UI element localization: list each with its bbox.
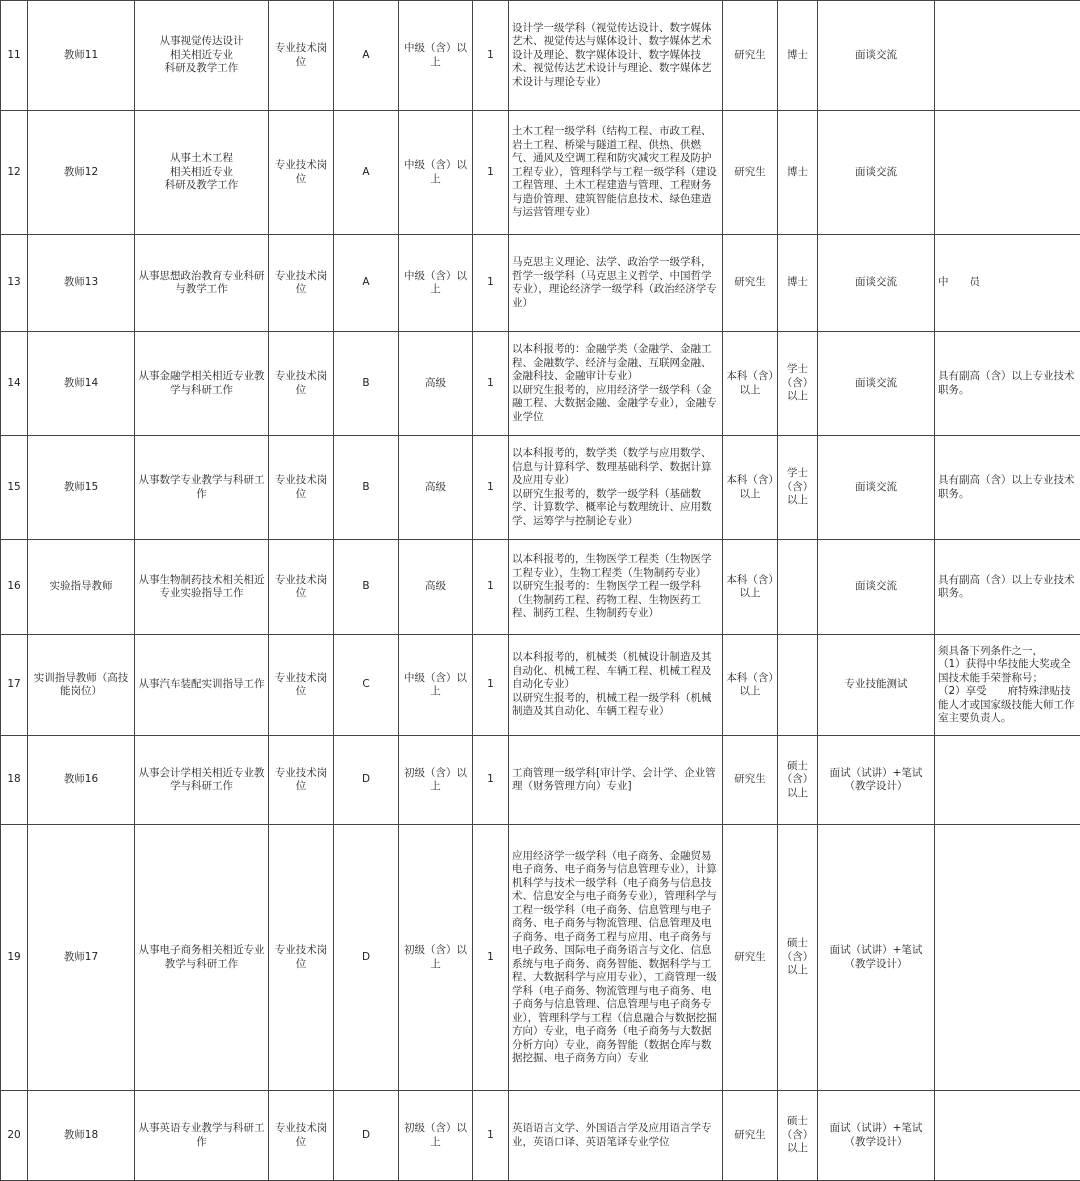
education-requirement-cell: 研究生 [723, 825, 778, 1091]
education-requirement-cell: 本科（含）以上 [723, 540, 778, 635]
position-name-cell: 实验指导教师 [28, 540, 135, 635]
major-requirement-cell: 以本科报考的：金融学类（金融学、金融工程、金融数学、经济与金融、互联网金融、金融科技、金融审计专业） 以研究生报考的，应用经济学一级学科（金融工程、大数据金融、金融学专业），金融专业学位 [509, 332, 723, 436]
title-requirement-cell: 高级 [399, 332, 473, 436]
hiring-count-cell: 1 [473, 111, 509, 235]
position-grade-cell: A [334, 111, 399, 235]
hiring-count-cell: 1 [473, 825, 509, 1091]
position-grade-cell: B [334, 436, 399, 540]
row-number-cell: 18 [1, 736, 28, 825]
hiring-count-cell: 1 [473, 1, 509, 111]
exam-method-cell: 面试（试讲）+笔试（教学设计） [818, 736, 935, 825]
major-requirement-cell: 设计学一级学科（视觉传达设计、数字媒体艺术、视觉传达与媒体设计、数字媒体艺术设计及理论、数字媒体设计、数字媒体技术、视觉传达艺术设计与理论、数字媒体艺术设计与理论专业） [509, 1, 723, 111]
job-duty-cell: 从事英语专业教学与科研工作 [135, 1091, 269, 1181]
position-category-cell: 专业技术岗位 [269, 332, 334, 436]
hiring-count-cell: 1 [473, 332, 509, 436]
position-grade-cell: D [334, 736, 399, 825]
position-grade-cell: D [334, 825, 399, 1091]
education-requirement-cell: 本科（含）以上 [723, 332, 778, 436]
position-name-cell: 教师11 [28, 1, 135, 111]
table-body [1, 1, 1080, 1181]
job-duty-cell: 从事思想政治教育专业科研与教学工作 [135, 235, 269, 332]
row-number-cell: 19 [1, 825, 28, 1091]
other-requirement-cell [935, 736, 1080, 825]
exam-method-cell: 面谈交流 [818, 436, 935, 540]
title-requirement-cell: 中级（含）以上 [399, 635, 473, 736]
education-requirement-cell: 研究生 [723, 1, 778, 111]
position-category-cell: 专业技术岗位 [269, 1, 334, 111]
title-requirement-cell: 高级 [399, 540, 473, 635]
degree-requirement-cell: 硕士（含）以上 [778, 736, 818, 825]
title-requirement-cell: 中级（含）以上 [399, 1, 473, 111]
row-number-cell: 17 [1, 635, 28, 736]
position-category-cell: 专业技术岗位 [269, 635, 334, 736]
degree-requirement-cell: 硕士（含）以上 [778, 825, 818, 1091]
position-grade-cell: C [334, 635, 399, 736]
exam-method-cell: 面谈交流 [818, 235, 935, 332]
other-requirement-cell: 具有副高（含）以上专业技术职务。 [935, 436, 1080, 540]
position-name-cell: 教师15 [28, 436, 135, 540]
title-requirement-cell: 高级 [399, 436, 473, 540]
position-category-cell: 专业技术岗位 [269, 235, 334, 332]
other-requirement-cell [935, 1091, 1080, 1181]
row-number-cell: 14 [1, 332, 28, 436]
degree-requirement-cell [778, 635, 818, 736]
title-requirement-cell: 中级（含）以上 [399, 111, 473, 235]
education-requirement-cell: 研究生 [723, 111, 778, 235]
job-duty-cell: 从事金融学相关相近专业教学与科研工作 [135, 332, 269, 436]
table-row [1, 736, 1080, 825]
major-requirement-cell: 应用经济学一级学科（电子商务、金融贸易电子商务、电子商务与信息管理专业），计算机科学与技术一级学科（电子商务与信息技术、信息安全与电子商务专业），管理科学与工程一级学科（电子商务、信息管理与电子商务、电子商务与物流管理、信息管理及电子商务、电子商务工程与应用、电子商务与电子政务、国际电子商务语言与文化、信息系统与电子商务、商务智能、数据科学与工程、大数据科学与应用专业），工商管理一级学科（电子商务、物流管理与电子商务、电子商务与信息管理、信息管理与电子商务专业），管理科学与工程（信息融合与数据挖掘方向）专业，电子商务（电子商务与大数据分析方向）专业，商务智能（数据仓库与数据挖掘、电子商务方向）专业 [509, 825, 723, 1091]
position-name-cell: 教师14 [28, 332, 135, 436]
position-name-cell: 教师18 [28, 1091, 135, 1181]
degree-requirement-cell: 学士（含）以上 [778, 332, 818, 436]
title-requirement-cell: 中级（含）以上 [399, 235, 473, 332]
hiring-count-cell: 1 [473, 540, 509, 635]
other-requirement-cell: 具有副高（含）以上专业技术职务。 [935, 540, 1080, 635]
position-name-cell: 教师13 [28, 235, 135, 332]
exam-method-cell: 面试（试讲）+笔试（教学设计） [818, 1091, 935, 1181]
major-requirement-cell: 马克思主义理论、法学、政治学一级学科，哲学一级学科（马克思主义哲学、中国哲学专业），理论经济学一级学科（政治经济学专业） [509, 235, 723, 332]
position-category-cell: 专业技术岗位 [269, 111, 334, 235]
other-requirement-cell: 须具备下列条件之一， （1）获得中华技能大奖或全国技术能手荣誉称号； （2）享受 府特殊津贴技能人才或国家级技能大师工作室主要负责人。 [935, 635, 1080, 736]
education-requirement-cell: 本科（含）以上 [723, 436, 778, 540]
position-name-cell: 教师16 [28, 736, 135, 825]
exam-method-cell: 面谈交流 [818, 111, 935, 235]
position-category-cell: 专业技术岗位 [269, 825, 334, 1091]
title-requirement-cell: 初级（含）以上 [399, 825, 473, 1091]
table-row [1, 332, 1080, 436]
major-requirement-cell: 工商管理一级学科[审计学、会计学、企业管理（财务管理方向）专业] [509, 736, 723, 825]
table-row [1, 111, 1080, 235]
row-number-cell: 12 [1, 111, 28, 235]
degree-requirement-cell: 学士（含）以上 [778, 436, 818, 540]
major-requirement-cell: 土木工程一级学科（结构工程、市政工程、岩土工程、桥梁与隧道工程、供热、供燃气、通风及空调工程和防灾减灾工程及防护工程专业），管理科学与工程一级学科（建设工程管理、土木工程建造与管理、工程财务与造价管理、建筑智能信息技术、绿色建造与运营管理专业） [509, 111, 723, 235]
table-row [1, 235, 1080, 332]
job-duty-cell: 从事生物制药技术相关相近专业实验指导工作 [135, 540, 269, 635]
other-requirement-cell: 中 员 [935, 235, 1080, 332]
job-duty-cell: 从事土木工程 相关相近专业 科研及教学工作 [135, 111, 269, 235]
table-row [1, 1091, 1080, 1181]
position-grade-cell: A [334, 235, 399, 332]
degree-requirement-cell: 博士 [778, 235, 818, 332]
education-requirement-cell: 研究生 [723, 1091, 778, 1181]
row-number-cell: 11 [1, 1, 28, 111]
table-row [1, 635, 1080, 736]
position-grade-cell: D [334, 1091, 399, 1181]
exam-method-cell: 面谈交流 [818, 332, 935, 436]
row-number-cell: 20 [1, 1091, 28, 1181]
job-duty-cell: 从事电子商务相关相近专业教学与科研工作 [135, 825, 269, 1091]
position-name-cell: 实训指导教师（高技能岗位） [28, 635, 135, 736]
job-duty-cell: 从事会计学相关相近专业教学与科研工作 [135, 736, 269, 825]
exam-method-cell: 面试（试讲）+笔试（教学设计） [818, 825, 935, 1091]
major-requirement-cell: 以本科报考的，机械类（机械设计制造及其自动化、机械工程、车辆工程、机械工程及自动化专业） 以研究生报考的，机械工程一级学科（机械制造及其自动化、车辆工程专业） [509, 635, 723, 736]
major-requirement-cell: 以本科报考的，数学类（数学与应用数学、信息与计算科学、数理基础科学、数据计算及应用专业） 以研究生报考的，数学一级学科（基础数学、计算数学、概率论与数理统计、应用数学、运筹学与控制论专业） [509, 436, 723, 540]
hiring-count-cell: 1 [473, 635, 509, 736]
job-duty-cell: 从事汽车装配实训指导工作 [135, 635, 269, 736]
education-requirement-cell: 研究生 [723, 736, 778, 825]
table-row [1, 540, 1080, 635]
job-duty-cell: 从事视觉传达设计 相关相近专业 科研及教学工作 [135, 1, 269, 111]
row-number-cell: 15 [1, 436, 28, 540]
degree-requirement-cell [778, 540, 818, 635]
job-duty-cell: 从事数学专业教学与科研工作 [135, 436, 269, 540]
row-number-cell: 13 [1, 235, 28, 332]
position-name-cell: 教师17 [28, 825, 135, 1091]
position-grade-cell: B [334, 540, 399, 635]
exam-method-cell: 专业技能测试 [818, 635, 935, 736]
position-category-cell: 专业技术岗位 [269, 736, 334, 825]
position-category-cell: 专业技术岗位 [269, 1091, 334, 1181]
table-row [1, 825, 1080, 1091]
table-row [1, 436, 1080, 540]
other-requirement-cell [935, 111, 1080, 235]
exam-method-cell: 面谈交流 [818, 540, 935, 635]
hiring-count-cell: 1 [473, 1091, 509, 1181]
other-requirement-cell [935, 825, 1080, 1091]
position-grade-cell: A [334, 1, 399, 111]
degree-requirement-cell: 硕士（含）以上 [778, 1091, 818, 1181]
hiring-count-cell: 1 [473, 736, 509, 825]
other-requirement-cell: 具有副高（含）以上专业技术职务。 [935, 332, 1080, 436]
hiring-count-cell: 1 [473, 235, 509, 332]
education-requirement-cell: 研究生 [723, 235, 778, 332]
degree-requirement-cell: 博士 [778, 111, 818, 235]
exam-method-cell: 面谈交流 [818, 1, 935, 111]
hiring-count-cell: 1 [473, 436, 509, 540]
position-name-cell: 教师12 [28, 111, 135, 235]
row-number-cell: 16 [1, 540, 28, 635]
title-requirement-cell: 初级（含）以上 [399, 736, 473, 825]
position-grade-cell: B [334, 332, 399, 436]
education-requirement-cell: 本科（含）以上 [723, 635, 778, 736]
title-requirement-cell: 初级（含）以上 [399, 1091, 473, 1181]
other-requirement-cell [935, 1, 1080, 111]
position-category-cell: 专业技术岗位 [269, 436, 334, 540]
degree-requirement-cell: 博士 [778, 1, 818, 111]
table-row [1, 1, 1080, 111]
major-requirement-cell: 以本科报考的，生物医学工程类（生物医学工程专业），生物工程类（生物制药专业） 以研究生报考的：生物医学工程一级学科（生物制药工程、药物工程、生物医药工程、制药工程、生物制药专业） [509, 540, 723, 635]
position-category-cell: 专业技术岗位 [269, 540, 334, 635]
major-requirement-cell: 英语语言文学、外国语言学及应用语言学专业，英语口译、英语笔译专业学位 [509, 1091, 723, 1181]
